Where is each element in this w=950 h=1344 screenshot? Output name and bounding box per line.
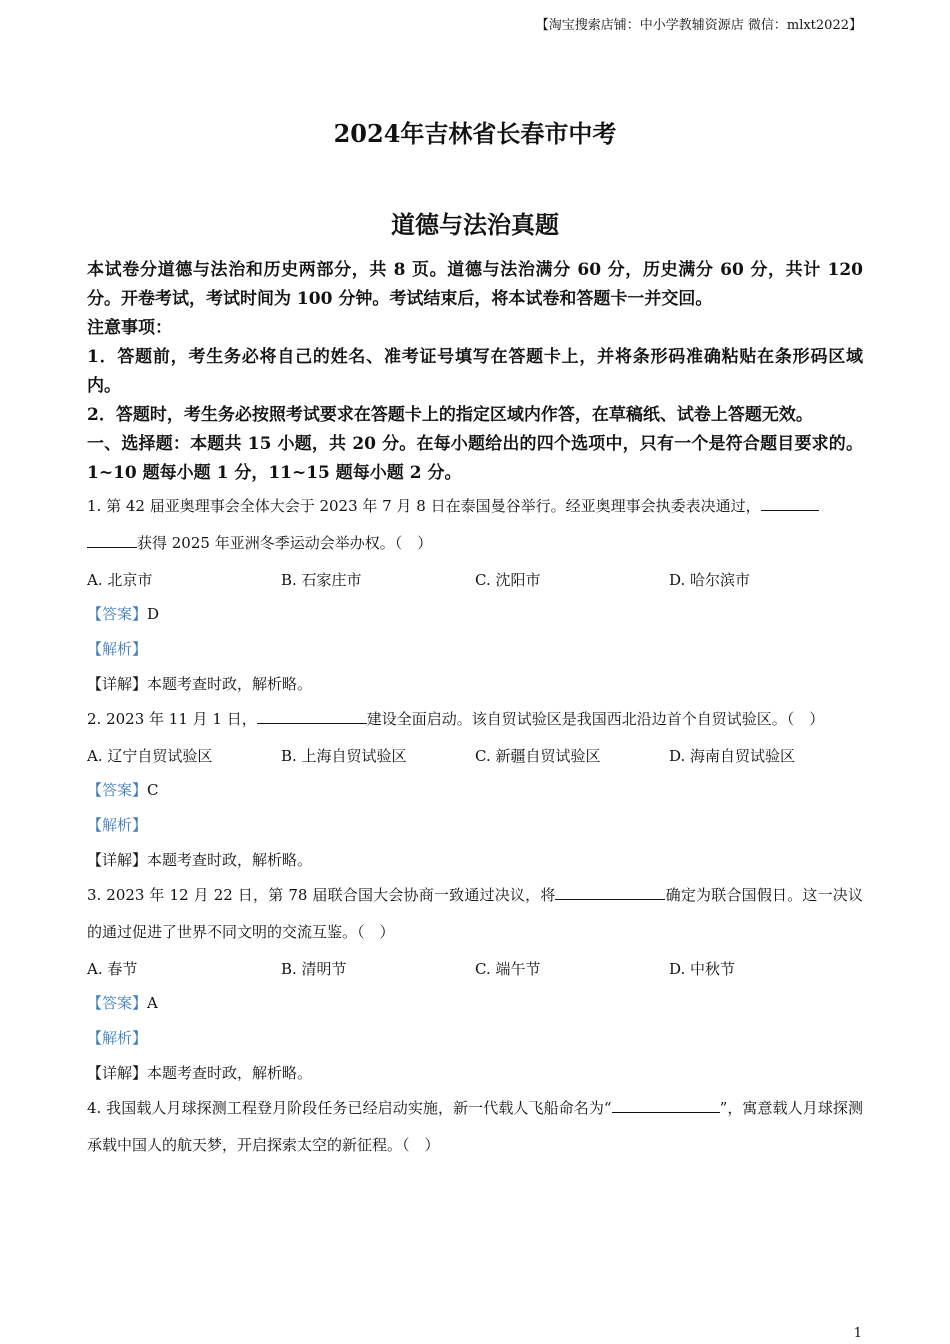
exam-content	[87, 256, 863, 1164]
answer-line	[87, 985, 863, 1020]
answer-blank	[761, 495, 819, 511]
detail-line	[87, 1055, 863, 1090]
option-d: D. 中秋节	[669, 959, 736, 978]
detail-tag: 【详解】	[87, 851, 148, 869]
analysis-tag: 【解析】	[87, 1029, 148, 1047]
answer-blank	[555, 884, 665, 900]
detail-tag: 【详解】	[87, 675, 148, 693]
page-number: 1	[853, 1326, 862, 1341]
question-1-options	[87, 562, 863, 596]
option-c: C. 新疆自贸试验区	[475, 746, 601, 765]
option-c: C. 沈阳市	[475, 570, 541, 589]
question-2: 2. 2023 年 11 月 1 日， 建设全面启动。该自贸试验区是我国西北沿边首个自贸试验区。（ ）	[87, 710, 825, 728]
option-a: A. 北京市	[87, 570, 153, 589]
option-d: D. 海南自贸试验区	[669, 746, 796, 765]
detail-line	[87, 666, 863, 701]
option-b: B. 清明节	[281, 959, 347, 978]
answer-tag: 【答案】	[87, 781, 148, 799]
detail-text: 本题考查时政，解析略。	[147, 851, 313, 869]
intro-paragraph: 本试卷分道德与法治和历史两部分，共 8 页。道德与法治满分 60 分，历史满分 60 分，共计 120 分。开卷考试，考试时间为 100 分钟。考试结束后，将本试卷和答题卡一并交回。	[87, 260, 863, 309]
analysis-line	[87, 631, 863, 666]
notice-item-2: 2．答题时，考生务必按照考试要求在答题卡上的指定区域内作答，在草稿纸、试卷上答题无效。	[87, 405, 813, 425]
option-d: D. 哈尔滨市	[669, 570, 751, 589]
question-4: 4. 我国载人月球探测工程登月阶段任务已经启动实施，新一代载人飞船命名为“ ”，寓意载人月球探测承载中国人的航天梦，开启探索太空的新征程。（ ）	[87, 1099, 863, 1154]
analysis-tag: 【解析】	[87, 640, 148, 658]
question-3-options	[87, 951, 863, 985]
question-2-options	[87, 738, 863, 772]
answer-value: D	[147, 604, 160, 623]
answer-blank	[612, 1097, 720, 1113]
option-b: B. 石家庄市	[281, 570, 362, 589]
notice-heading: 注意事项：	[87, 318, 172, 338]
analysis-tag: 【解析】	[87, 816, 148, 834]
detail-text: 本题考查时政，解析略。	[147, 675, 313, 693]
answer-tag: 【答案】	[87, 605, 148, 623]
notice-item-1: 1．答题前，考生务必将自己的姓名、准考证号填写在答题卡上，并将条形码准确粘贴在条形码区域内。	[87, 347, 863, 396]
subject-title: 道德与法治真题	[391, 210, 559, 239]
answer-value: A	[147, 993, 158, 1012]
answer-tag: 【答案】	[87, 994, 148, 1012]
detail-tag: 【详解】	[87, 1064, 148, 1082]
analysis-line	[87, 1020, 863, 1055]
section-heading: 一、选择题：本题共 15 小题，共 20 分。在每小题给出的四个选项中，只有一个是符合题目要求的。1~10 题每小题 1 分，11~15 题每小题 2 分。	[87, 434, 863, 483]
question-3: 3. 2023 年 12 月 22 日，第 78 届联合国大会协商一致通过决议，将 确定为联合国假日。这一决议的通过促进了世界不同文明的交流互鉴。（ ）	[87, 886, 863, 941]
answer-line	[87, 772, 863, 807]
option-a: A. 春节	[87, 959, 138, 978]
question-1: 1. 第 42 届亚奥理事会全体大会于 2023 年 7 月 8 日在泰国曼谷举行。经亚奥理事会执委表决通过， 获得 2025 年亚洲冬季运动会举办权。（ ）	[87, 488, 863, 562]
detail-text: 本题考查时政，解析略。	[147, 1064, 313, 1082]
analysis-line	[87, 807, 863, 842]
answer-value: C	[147, 780, 159, 799]
option-c: C. 端午节	[475, 959, 541, 978]
exam-title: 2024年吉林省长春市中考	[333, 119, 617, 148]
option-a: A. 辽宁自贸试验区	[87, 746, 213, 765]
header-note: 【淘宝搜索店铺：中小学教辅资源店 微信：mlxt2022】	[535, 18, 862, 33]
detail-line	[87, 842, 863, 877]
option-b: B. 上海自贸试验区	[281, 746, 407, 765]
answer-blank	[87, 532, 137, 548]
answer-line	[87, 596, 863, 631]
answer-blank	[257, 708, 367, 724]
